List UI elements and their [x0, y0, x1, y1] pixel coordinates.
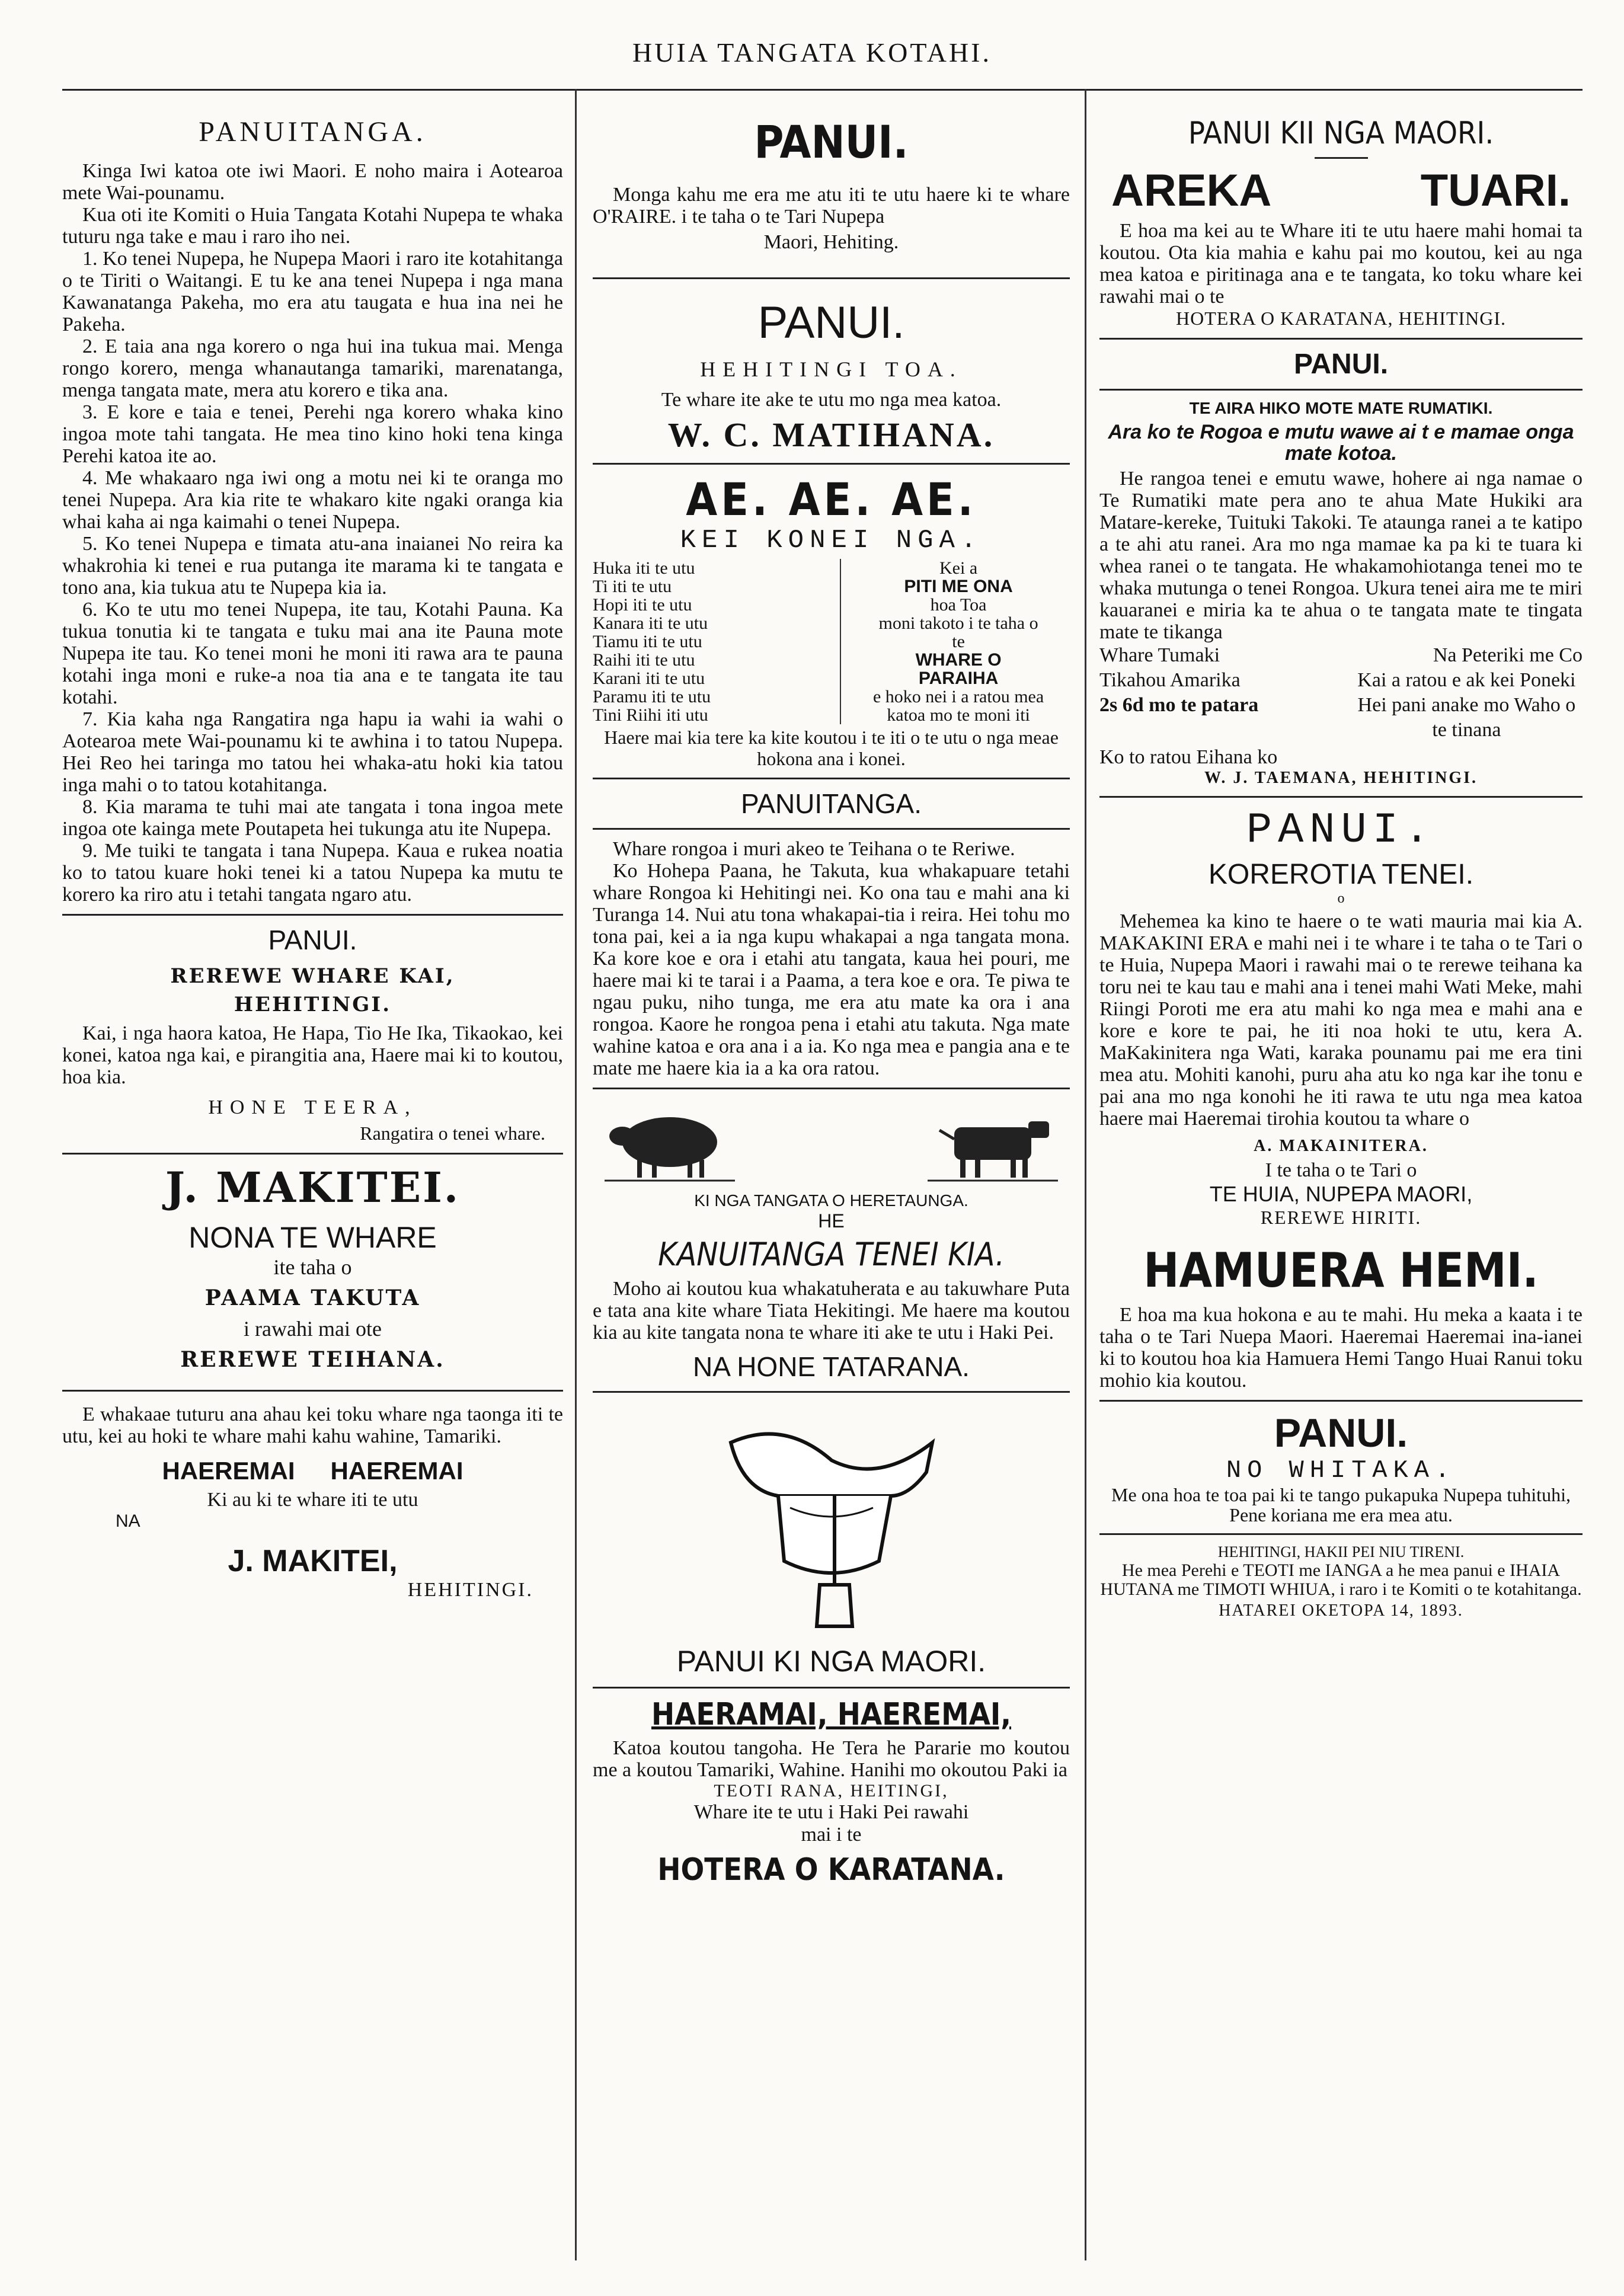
livestock-illustrations	[593, 1098, 1070, 1187]
panuitanga-title: PANUITANGA.	[199, 116, 427, 148]
saddle-illustration	[593, 1401, 1070, 1644]
rumatiki-agent-row	[1099, 643, 1583, 668]
oraire-body	[593, 184, 1070, 228]
rerewe-title: PANUI.	[268, 925, 357, 955]
paragraph: Kai, i nga haora katoa, He Hapa, Tio He Ika, Tikaokao, kei konei, katoa nga kai, e pirangitia ana, Haere mai ki to koutou, hoa kia.	[62, 1022, 563, 1088]
list-item: te	[952, 632, 965, 651]
paragraph: Whare rongoa i muri akeo te Teihana o te Reriwe.	[613, 838, 1015, 860]
rumatiki-r1b: Na Peteriki me Co	[1433, 644, 1583, 666]
rumatiki-agent-row	[1099, 668, 1583, 693]
paragraph: Monga kahu me era me atu iti te utu haere ki te whare O'RAIRE. i te taha o te Tari Nupepa	[593, 184, 1070, 228]
list-item: PARAIHA	[918, 669, 999, 688]
divider	[1099, 389, 1583, 391]
paragraph: 7. Kia kaha nga Rangatira nga hapu ia wahi ia wahi o Aotearoa mete Wai-pounamu ki te awhina i to tatou Nupepa. Hei Reo hei taringa mo tatou hei whaka-atu hoki kia tatou inga mahi o to tatou kotahitanga.	[62, 708, 563, 796]
saddle-l3: mai i te	[801, 1824, 862, 1846]
rumatiki-r2b: Kai a ratou e ak kei Poneki	[1357, 669, 1576, 691]
list-item: WHARE O	[915, 650, 1002, 670]
whitaka-body: Me ona hoa te toa pai ki te tango pukapuka Nupepa tuhituhi, Pene koriana me era mea atu.	[1111, 1484, 1571, 1526]
makitei-na: NA	[116, 1511, 140, 1531]
korerotia-body	[1099, 910, 1583, 1130]
divider	[1099, 796, 1583, 798]
paragraph: E hoa ma kua hokona e au te mahi. Hu meka a kaata i te taha o te Tari Nuepa Maori. Haeremai Haeremai ina-ianei ki to koutou hoa kia Hamuera Hemi Tango Huai Ranui toku mohio kia koutou.	[1099, 1304, 1583, 1392]
list-item: e hoko nei i a ratou mea	[872, 687, 1044, 706]
haeremai-label: HAEREMAI	[330, 1457, 463, 1485]
paragraph: 8. Kia marama te tuhi mai ate tangata i tona ingoa mete ingoa ote kainga mete Poutapeta hei tukunga atu ite Nupepa.	[62, 796, 563, 840]
column-1	[62, 104, 563, 2272]
list-item: Paramu iti te utu	[593, 687, 711, 706]
rumatiki-r3b: Hei pani anake mo Waho o te tinana	[1357, 694, 1576, 741]
divider	[62, 914, 563, 916]
makitei-sign: J. MAKITEI,	[228, 1544, 398, 1578]
paragraph: Katoa koutou tangoha. He Tera he Pararie mo koutou me a koutou Tamariki, Wahine. Hanihi mo okoutou Paki ia	[593, 1737, 1070, 1781]
makitei-haeremai	[62, 1457, 563, 1485]
divider	[593, 1687, 1070, 1689]
list-item: Karani iti te utu	[593, 669, 705, 688]
areka-title: PANUI KII NGA MAORI.	[1188, 116, 1494, 151]
oraire-sub: Maori, Hehiting.	[763, 231, 899, 253]
list-item: moni takoto i te taha o	[878, 613, 1038, 633]
saddle-place: HOTERA O KARATANA.	[657, 1852, 1005, 1888]
kanuitanga-l1: KI NGA TANGATA O HERETAUNGA.	[694, 1191, 968, 1210]
makitei-title: J. MAKITEI.	[165, 1163, 461, 1212]
paragraph: 6. Ko te utu mo tenei Nupepa, ite tau, Kotahi Pauna. Ka tukua tonutia ki te tangata e tuku mai ana ite Pauna mote Nupepa ite tau. Ko tenei moni he moni iti rawa ara te pauna kotahi inga moni e ruke-a noa tia ana e te tangata ite tau kotahi.	[62, 599, 563, 708]
divider	[593, 1088, 1070, 1089]
notice-l1: HEHITINGI, HAKII PEI NIU TIRENI.	[1217, 1543, 1465, 1560]
paragraph: 2. E taia ana nga korero o nga hui ina tukua mai. Menga rongo korero, menga whanautanga tamariki, marenatanga, menga tangata mate, mera atu korero e tika ana.	[62, 335, 563, 401]
areka-name-last: TUARI.	[1420, 165, 1571, 216]
kanuitanga-title: KANUITANGA TENEI KIA.	[658, 1236, 1005, 1273]
saddle-title: PANUI KI NGA MAORI.	[676, 1645, 986, 1678]
ae-seller	[841, 559, 1070, 724]
rumatiki-title: PANUI.	[1293, 348, 1389, 380]
rerewe-sign: HONE TEERA,	[208, 1096, 417, 1118]
paragraph: 4. Me whakaaro nga iwi ong a motu nei ki te oranga mo tenei Nupepa. Ara kia rite te whakaro kite ngaki oranga kia whai kaha ai nga kaimahi o tenei Nupepa.	[62, 467, 563, 533]
makitei-l6: Ki au ki te whare iti te utu	[207, 1489, 418, 1511]
ae-foot: Haere mai kia tere ka kite koutou i te iti o te utu o nga meae hokona ana i konei.	[604, 727, 1059, 769]
makitei-l2: ite taha o	[273, 1255, 352, 1279]
kanuitanga-l2: HE	[818, 1210, 845, 1232]
hamuera-title: HAMUERA HEMI.	[1143, 1243, 1539, 1298]
saddle-body	[593, 1737, 1070, 1781]
list-item: Hopi iti te utu	[593, 595, 692, 615]
rumatiki-l2: Ara ko te Rogoa e mutu wawe ai t e mamae onga mate kotoa.	[1108, 421, 1574, 465]
makitei-l1: NONA TE WHARE	[188, 1221, 437, 1254]
rumatiki-l3: Ko to ratou Eihana ko	[1099, 746, 1278, 768]
list-item: hoa Toa	[930, 595, 987, 615]
rumatiki-r1a: Whare Tumaki	[1099, 644, 1220, 666]
column-2	[593, 104, 1070, 2272]
rerewe-line2: HEHITINGI.	[234, 993, 392, 1016]
paragraph: E hoa ma kei au te Whare iti te utu haere mahi homai ta koutou. Ota kia mahia e kahu pai mo koutou, kei au nga mea katoa e piritinaga ana e te tangata, ko toku whare kei rawahi mai o te	[1099, 220, 1583, 308]
teihana-body	[593, 838, 1070, 1079]
paragraph: 1. Ko tenei Nupepa, he Nupepa Maori i raro ite kotahitanga o te Tiriti o Waitangi. E tu ke ana tenei Nupepa i nga mana Kawanatanga Pakeha, mo era atu taugata e hua ina nei he Pakeha.	[62, 248, 563, 335]
notice-body: He mea Perehi e TEOTI me IANGA a he mea panui e IHAIA HUTANA me TIMOTI WHIUA, i raro i te Komiti o te kotahitanga.	[1100, 1560, 1582, 1599]
paragraph: He rangoa tenei e emutu wawe, hohere ai nga namae o Te Rumatiki mate pera ano te ahua Mate Hukiki ara Matare-kereke, Tuituki Takoki. Te ataunga ranei a te katipo a te ahi atu ranei. Ara mo nga mamae ka pa ki te tuara ki whea ranei o te tangata. He whakamohiotanga tenei mo te whaka mutunga o tenei Rongoa. Ukura tenei aira me te miri kauaranei e miria ka te ahua o te tangata mate te tingata mate te tikanga	[1099, 468, 1583, 643]
rumatiki-body	[1099, 468, 1583, 643]
korerotia-sign: A. MAKAINITERA.	[1254, 1137, 1428, 1155]
saddle-icon	[713, 1407, 950, 1638]
makitei-l4: i rawahi mai ote	[244, 1317, 382, 1341]
notice-date: HATAREI OKETOPA 14, 1893.	[1219, 1601, 1463, 1620]
paragraph: Kua oti ite Komiti o Huia Tangata Kotahi Nupepa te whaka tuturu nga take e mau i raro iho nei.	[62, 204, 563, 248]
list-item: Ti iti te utu	[593, 577, 672, 596]
list-item: Huka iti te utu	[593, 558, 695, 578]
sheep-icon	[605, 1104, 735, 1187]
divider	[593, 828, 1070, 830]
rerewe-line1: REREWE WHARE KAI,	[170, 964, 455, 988]
list-item: Kei a	[939, 558, 978, 578]
makitei-l5: REREWE TEIHANA.	[180, 1347, 445, 1372]
areka-place: HOTERA O KARATANA, HEHITINGI.	[1175, 308, 1507, 329]
paragraph: Ko Hohepa Paana, he Takuta, kua whakapuare tetahi whare Rongoa ki Hehitingi nei. Ko ona tau e mahi ana ki Turanga 14. Nui atu tona whakapai-tia i reira. Hei tohu mo tona pai, kei a ia nga kupu whakapai a nga tangata mona. Ka kore koe e ora i etahi atu tangata, kaua hei pouri, me haere mai ki te tarai i a Paama, a tera koe e ora. Te piwa te ngau puku, niho tunga, me era atu mate ka ora i ana rongoa. Kaore he rongoa pena i etahi atu takuta. Nga mate wahine katoa e ora ana i a ia. Ko nga mea e pangia ana e te mate me haere kia ia a ka ora ratou.	[593, 860, 1070, 1079]
divider	[62, 1390, 563, 1392]
list-item: Tiamu iti te utu	[593, 632, 702, 651]
matihana-sub: HEHITINGI TOA.	[700, 357, 963, 381]
divider	[593, 778, 1070, 779]
paragraph: Kinga Iwi katoa ote iwi Maori. E noho maira i Aotearoa mete Wai-pounamu.	[62, 160, 563, 204]
ae-title: AE. AE. AE.	[686, 473, 977, 526]
korerotia-l3: REREWE HIRITI.	[1260, 1207, 1422, 1228]
rumatiki-sign: W. J. TAEMANA, HEHITINGI.	[1204, 769, 1478, 787]
makitei-place: HEHITINGI.	[407, 1579, 533, 1601]
column-rule	[1085, 89, 1086, 2260]
list-item: Kanara iti te utu	[593, 613, 708, 633]
ae-sub: KEI KONEI NGA.	[680, 526, 983, 555]
panuitanga-body	[62, 160, 563, 906]
rumatiki-r3a: 2s 6d mo te patara	[1099, 694, 1259, 716]
list-item: Raihi iti te utu	[593, 650, 695, 670]
areka-name-first: AREKA	[1111, 165, 1272, 216]
rumatiki-l1: TE AIRA HIKO MOTE MATE RUMATIKI.	[1189, 399, 1493, 417]
top-rule	[62, 89, 1583, 91]
korerotia-ornament: o	[1337, 891, 1345, 906]
column-3	[1099, 104, 1583, 2272]
makitei-l3: PAAMA TAKUTA	[204, 1285, 421, 1310]
saddle-headline: HAERAMAI, HAEREMAI,	[651, 1697, 1012, 1732]
paragraph: Mehemea ka kino te haere o te wati mauria mai kia A. MAKAKINI ERA e mahi nei i te whare i te taha o te Tari o te Huia, Nupepa Maori i rawahi mai o te rerewe teihana ka toru nei te kau tau e mahi ana i tenei mahi Wati Meke, mahi Riingi Poroti me era atu mahi ko nga mea e mahi ana e kore e kore te pai, he iti noa hoki te utu, kera A. MaKakinitera nga Wati, karaka pounamu pai me era tini mea atu. Mohiti kanohi, puru aha atu ko nga kar ihe tonu e pai ana mo nga konohi he iti rawa te utu nga mea katoa haere mai Haeremai tirohia koutou ta whare o	[1099, 910, 1583, 1130]
paragraph: 9. Me tuiki te tangata i tana Nupepa. Kaua e rukea noatia ko to tatou kuare hoki tenei ki a tatou Nupepa ka mutu te korero ka riro atu i tetahi tangata ngaro atu.	[62, 840, 563, 906]
haeremai-label: HAEREMAI	[162, 1457, 295, 1485]
running-head: HUIA TANGATA KOTAHI.	[632, 37, 992, 68]
paragraph: E whakaae tuturu ana ahau kei toku whare nga taonga iti te utu, kei au hoki te whare mahi kahu wahine, Tamariki.	[62, 1403, 563, 1447]
cow-icon	[928, 1104, 1058, 1187]
matihana-title: PANUI.	[757, 298, 905, 348]
rumatiki-r2a: Tikahou Amarika	[1099, 669, 1241, 691]
divider	[1099, 338, 1583, 340]
korerotia-sub: KOREROTIA TENEI.	[1208, 859, 1474, 890]
ae-price-list	[593, 559, 1070, 724]
areka-name	[1099, 165, 1583, 216]
makitei-body	[62, 1403, 563, 1447]
saddle-sign: TEOTI RANA, HEITINGI,	[714, 1781, 949, 1801]
matihana-body: Te whare ite ake te utu mo nga mea katoa.	[661, 389, 1002, 411]
divider	[62, 1153, 563, 1155]
list-item: Tini Riihi iti utu	[593, 705, 708, 725]
divider	[1099, 1400, 1583, 1402]
ae-goods	[593, 559, 841, 724]
kanuitanga-sign: NA HONE TATARANA.	[693, 1351, 970, 1382]
list-item: katoa mo te moni iti	[887, 705, 1030, 725]
paragraph: 3. E kore e taia e tenei, Perehi nga korero whaka kino ingoa mote tahi tangata. He mea tino kino hoki tena kinga Perehi katoa ite ao.	[62, 401, 563, 467]
list-item: PITI ME ONA	[904, 577, 1013, 596]
teihana-title: PANUITANGA.	[741, 788, 922, 819]
rumatiki-agent-row	[1099, 693, 1583, 743]
divider	[593, 1391, 1070, 1393]
rerewe-body	[62, 1022, 563, 1088]
rerewe-role: Rangatira o tenei whare.	[360, 1123, 545, 1144]
hamuera-body	[1099, 1304, 1583, 1392]
divider	[1099, 1533, 1583, 1535]
kanuitanga-body	[593, 1278, 1070, 1344]
matihana-sign: W. C. MATIHANA.	[667, 415, 995, 454]
whitaka-sub: NO WHITAKA.	[1226, 1456, 1456, 1485]
paragraph: Moho ai koutou kua whakatuherata e au takuwhare Puta e tata ana kite whare Tiata Hekitingi. Me haere ma koutou kia au kite tangata nona te whare iti ake te utu i Haki Pei.	[593, 1278, 1070, 1344]
saddle-l2: Whare ite te utu i Haki Pei rawahi	[693, 1801, 969, 1823]
korerotia-title: PANUI.	[1246, 806, 1436, 855]
oraire-title: PANUI.	[754, 116, 909, 168]
korerotia-l1: I te taha o te Tari o	[1265, 1159, 1417, 1181]
paragraph: 5. Ko tenei Nupepa e timata atu-ana inaianei No reira ka whakrohia ki tenei e rua putanga ite marama ki te tangata e tono ana, kia tukua atu te Nupepa kia ia.	[62, 533, 563, 599]
divider	[593, 463, 1070, 465]
areka-body	[1099, 220, 1583, 308]
korerotia-l2: TE HUIA, NUPEPA MAORI,	[1209, 1182, 1473, 1206]
divider	[1315, 157, 1368, 159]
whitaka-title: PANUI.	[1274, 1411, 1408, 1456]
column-rule	[575, 89, 577, 2260]
divider	[593, 277, 1070, 279]
